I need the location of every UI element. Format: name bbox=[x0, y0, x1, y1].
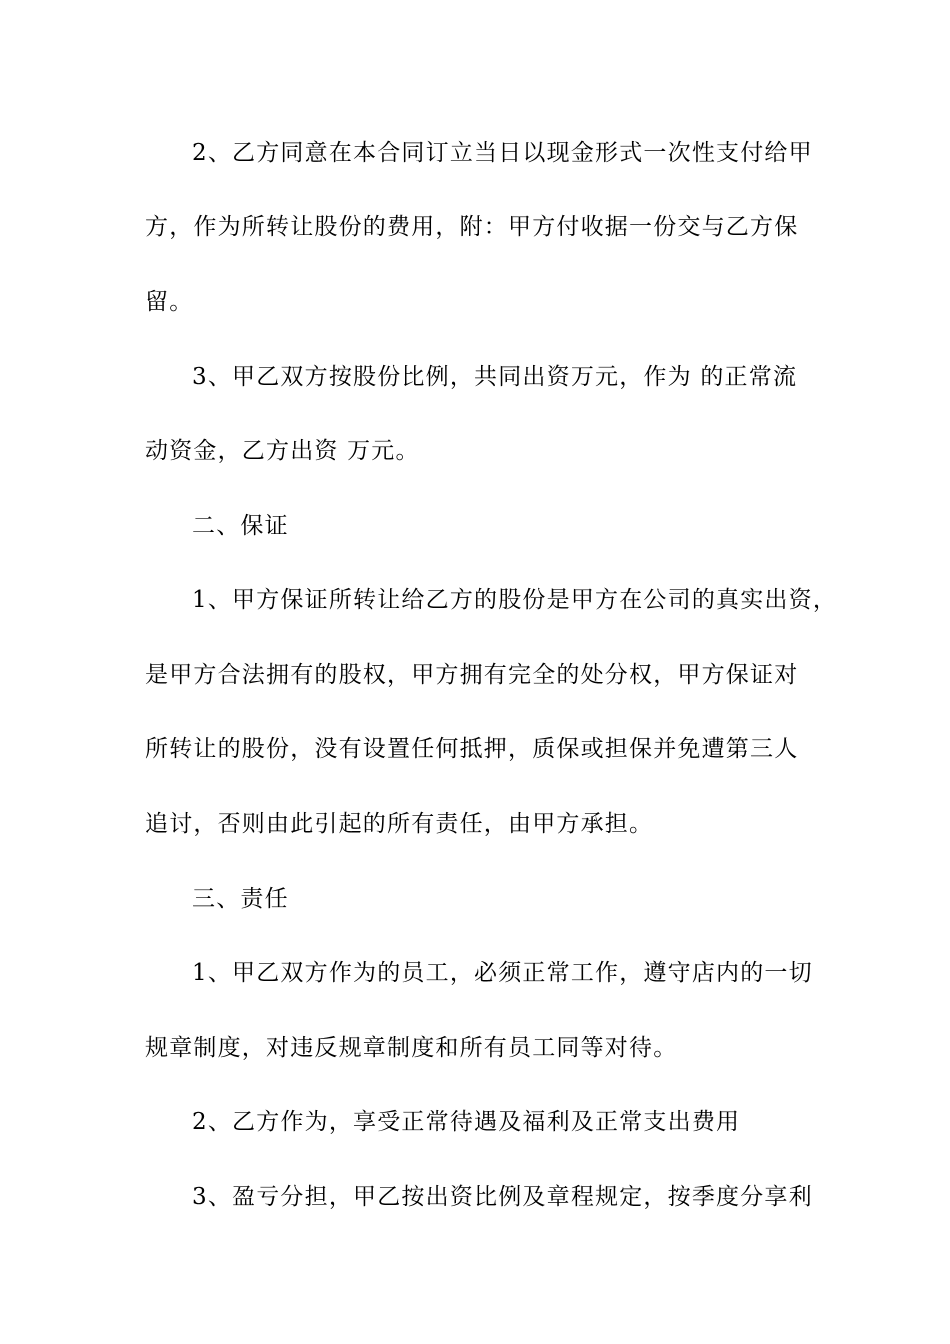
paragraph-line: 是甲方合法拥有的股权，甲方拥有完全的处分权，甲方保证对 bbox=[145, 662, 799, 688]
section-heading: 三、责任 bbox=[192, 886, 289, 912]
paragraph-line: 2、乙方作为，享受正常待遇及福利及正常支出费用 bbox=[192, 1109, 741, 1135]
paragraph-line: 留。 bbox=[145, 289, 194, 315]
paragraph-line: 3、甲乙双方按股份比例，共同出资万元，作为 的正常流 bbox=[192, 364, 798, 390]
paragraph-line: 规章制度，对违反规章制度和所有员工同等对待。 bbox=[145, 1035, 678, 1061]
paragraph-line: 3、盈亏分担，甲乙按出资比例及章程规定，按季度分享利 bbox=[192, 1184, 813, 1210]
paragraph-line: 动资金，乙方出资 万元。 bbox=[145, 438, 420, 464]
paragraph-line: 方，作为所转让股份的费用，附：甲方付收据一份交与乙方保 bbox=[145, 214, 799, 240]
paragraph-line: 所转让的股份，没有设置任何抵押，质保或担保并免遭第三人 bbox=[145, 736, 799, 762]
paragraph-line: 1、甲乙双方作为的员工，必须正常工作，遵守店内的一切 bbox=[192, 960, 813, 986]
paragraph-line: 2、乙方同意在本合同订立当日以现金形式一次性支付给甲 bbox=[192, 140, 813, 166]
paragraph-line: 追讨，否则由此引起的所有责任，由甲方承担。 bbox=[145, 811, 654, 837]
section-heading: 二、保证 bbox=[192, 513, 289, 539]
paragraph-line: 1、甲方保证所转让给乙方的股份是甲方在公司的真实出资， bbox=[192, 587, 838, 613]
